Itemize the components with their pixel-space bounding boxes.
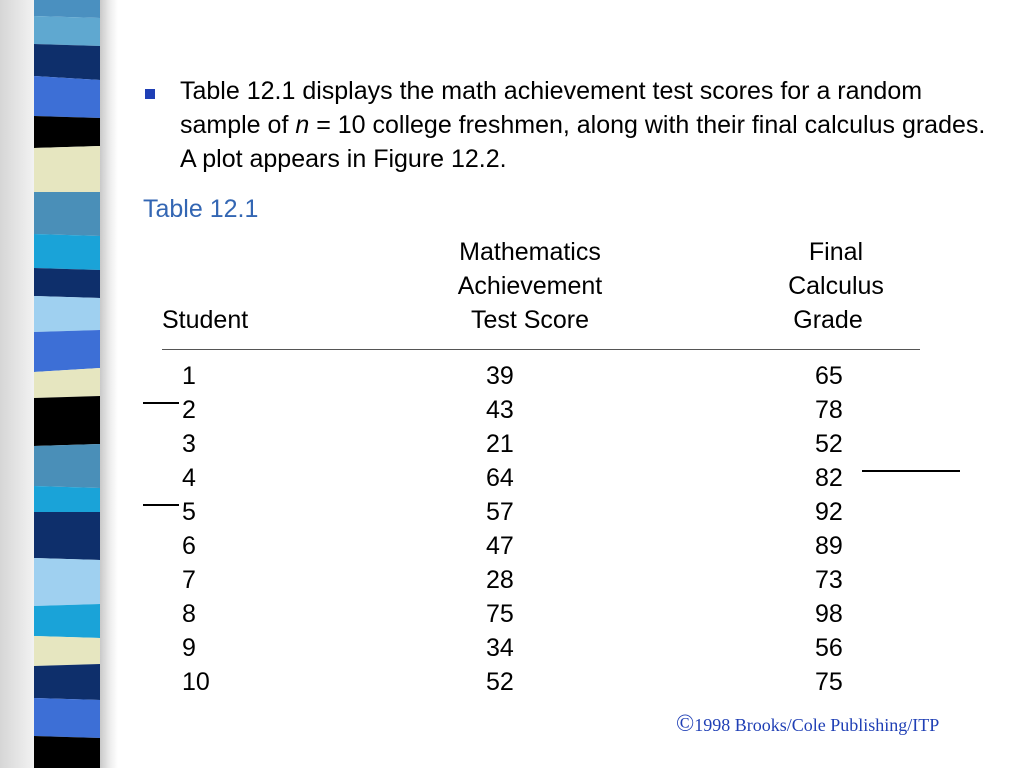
- header-calc-line2: Calculus: [788, 272, 884, 300]
- band-shadow-right: [100, 0, 118, 768]
- color-block-strip: [34, 0, 100, 768]
- fill-blank-line: [143, 380, 179, 404]
- cell-math-score: 75: [486, 600, 514, 628]
- intro-paragraph: [180, 74, 1000, 176]
- copyright-text: 1998 Brooks/Cole Publishing/ITP: [694, 715, 940, 735]
- header-rule: [162, 349, 920, 350]
- cell-math-score: 21: [486, 430, 514, 458]
- cell-math-score: 47: [486, 532, 514, 560]
- cell-math-score: 64: [486, 464, 514, 492]
- header-student: Student: [162, 306, 249, 334]
- cell-grade: 75: [815, 668, 843, 696]
- header-math-line2: Achievement: [457, 272, 603, 300]
- cell-grade: 65: [815, 362, 843, 390]
- band-shadow-left: [0, 0, 34, 768]
- cell-grade: 89: [815, 532, 843, 560]
- cell-student: 9: [182, 634, 196, 662]
- cell-student: 2: [182, 396, 196, 424]
- cell-grade: 98: [815, 600, 843, 628]
- cell-student: 3: [182, 430, 196, 458]
- cell-grade: 82: [815, 464, 843, 492]
- cell-grade: 52: [815, 430, 843, 458]
- decorative-side-band: [0, 0, 118, 768]
- cell-math-score: 52: [486, 668, 514, 696]
- cell-student: 4: [182, 464, 196, 492]
- copyright-notice: [676, 711, 939, 738]
- cell-grade: 92: [815, 498, 843, 526]
- cell-math-score: 34: [486, 634, 514, 662]
- header-calc-line1: Final: [808, 238, 864, 266]
- cell-math-score: 57: [486, 498, 514, 526]
- cell-student: 5: [182, 498, 196, 526]
- cell-grade: 73: [815, 566, 843, 594]
- cell-math-score: 28: [486, 566, 514, 594]
- cell-math-score: 43: [486, 396, 514, 424]
- table-caption: Table 12.1: [143, 195, 259, 223]
- header-calc-line3: Grade: [793, 306, 863, 334]
- square-bullet-icon: [145, 89, 155, 99]
- cell-math-score: 39: [486, 362, 514, 390]
- intro-n-symbol: n: [295, 111, 310, 139]
- cell-student: 6: [182, 532, 196, 560]
- cell-student: 10: [182, 668, 210, 696]
- intro-text-end: = 10 college freshmen, along with their final calculus grades. A plot appears in Figure 12.2.: [180, 111, 986, 173]
- intro-text-start: Table 12.1 displays the math achievement test scores for a random sample of: [180, 77, 923, 139]
- fill-blank-line: [143, 482, 179, 506]
- cell-student: 1: [182, 362, 196, 390]
- copyright-symbol: ©: [676, 711, 695, 737]
- fill-blank-line: [862, 448, 960, 472]
- cell-student: 8: [182, 600, 196, 628]
- header-math-line3: Test Score: [470, 306, 590, 334]
- cell-grade: 78: [815, 396, 843, 424]
- cell-student: 7: [182, 566, 196, 594]
- header-math-line1: Mathematics: [459, 238, 601, 266]
- cell-grade: 56: [815, 634, 843, 662]
